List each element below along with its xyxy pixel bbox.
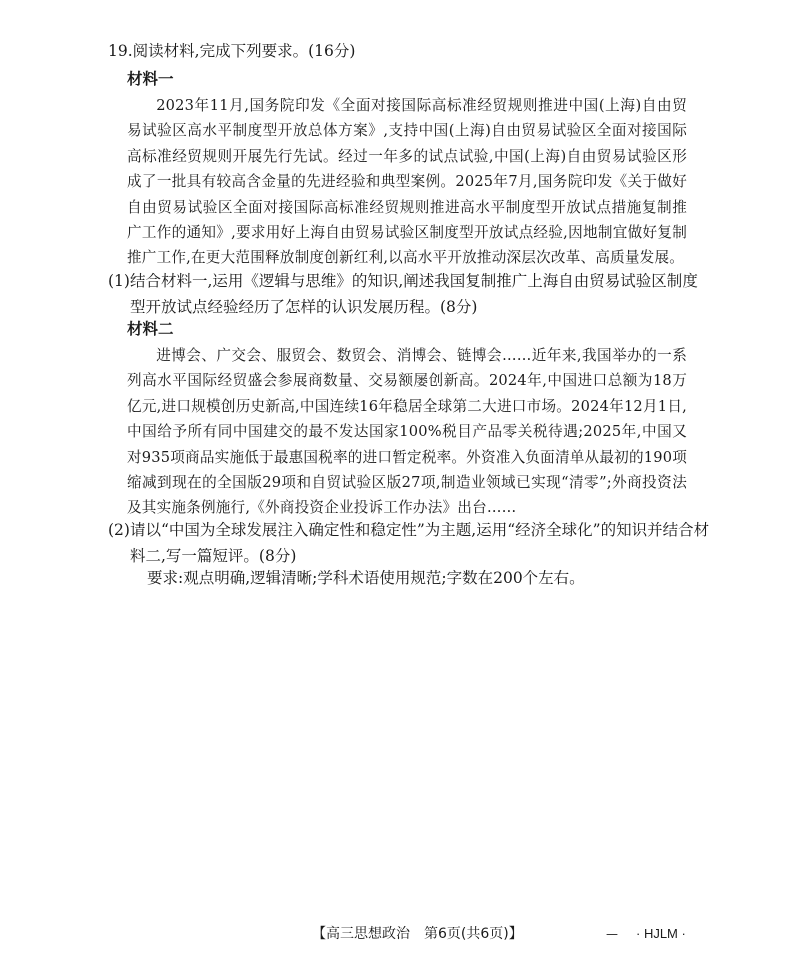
footer-dash: — <box>606 927 618 941</box>
material-1-text: 2023年11月,国务院印发《全面对接国际高标准经贸规则推进中国(上海)自由贸易试验区高水平制度型开放总体方案》,支持中国(上海)自由贸易试验区全面对接国际高标准经贸规则开展先行先试。经过一年多的试点试验,中国(上海)自由贸易试验区形成了一批具有较高含金量的先进经验和典型案例。2025年7月,国务院印发《关于做好自由贸易试验区全面对接国际高标准经贸规则推进高水平制度型开放试点措施复制推广工作的通知》,要求用好上海自由贸易试验区制度型开放试点经验,因地制宜做好复制推广工作,在更大范围释放制度创新红利,以高水平开放推动深层次改革、高质量发展。 <box>127 97 687 267</box>
footer-page-info: 【高三思想政治 第6页(共6页)】 <box>312 926 523 942</box>
material-1-label: 材料一 <box>127 69 174 88</box>
question-title: 19.阅读材料,完成下列要求。(16分) <box>108 42 356 60</box>
footer-code: · HJLM · <box>636 926 686 941</box>
sub-question-2: (2)请以“中国为全球发展注入确定性和稳定性”为主题,运用“经济全球化”的知识并结合材料二,写一篇短评。(8分) <box>108 521 710 565</box>
material-2-text: 进博会、广交会、服贸会、数贸会、消博会、链博会……近年来,我国举办的一系列高水平国际经贸盛会参展商数量、交易额屡创新高。2024年,中国进口总额为18万亿元,进口规模创历史新高,中国连续16年稳居全球第二大进口市场。2024年12月1日,中国给予所有同中国建交的最不发达国家100%税目产品零关税待遇;2025年,中国又对935项商品实施低于最惠国税率的进口暂定税率。外资准入负面清单从最初的190项缩减到现在的全国版29项和自贸试验区版27项,制造业领域已实现“清零”;外商投资法及其实施条例施行,《外商投资企业投诉工作办法》出台…… <box>127 347 687 517</box>
sub-question-1: (1)结合材料一,运用《逻辑与思维》的知识,阐述我国复制推广上海自由贸易试验区制度型开放试点经验经历了怎样的认识发展历程。(8分) <box>108 272 698 316</box>
material-2-label: 材料二 <box>127 319 174 338</box>
requirements-text: 要求:观点明确,逻辑清晰;学科术语使用规范;字数在200个左右。 <box>147 569 585 587</box>
